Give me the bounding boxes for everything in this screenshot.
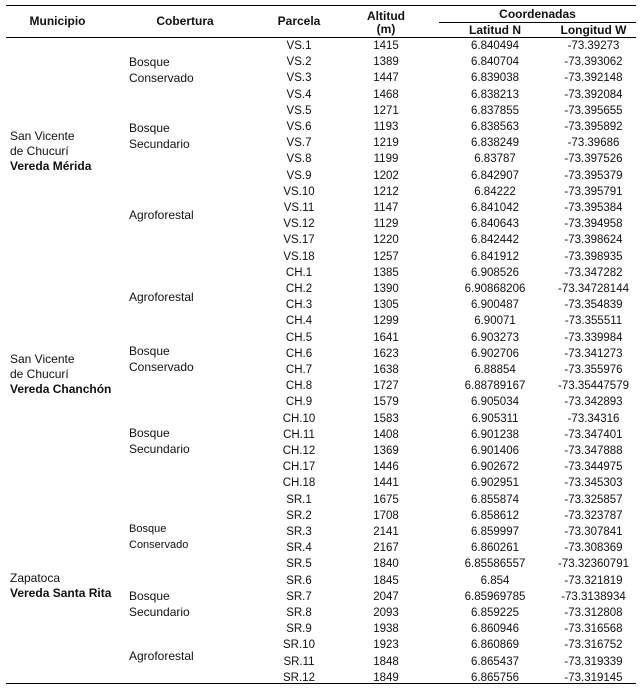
parcela-cell: SR.12 xyxy=(283,671,315,684)
altitud-cell: 1147 xyxy=(373,202,399,214)
longitud-cell: -73.319339 xyxy=(564,655,623,668)
cobertura-group xyxy=(129,648,194,664)
cobertura-group xyxy=(129,289,194,305)
cobertura-group xyxy=(129,343,194,375)
parcela-cell: SR.7 xyxy=(286,590,312,603)
altitud-cell: 2047 xyxy=(373,590,399,603)
latitud-cell: 6.838213 xyxy=(471,88,519,101)
parcela-cell: SR.8 xyxy=(286,607,312,619)
header-latitud: Latitud N xyxy=(469,23,521,37)
latitud-cell: 6.841912 xyxy=(471,250,519,263)
header-cobertura: Cobertura xyxy=(156,14,214,28)
longitud-cell: -73.395379 xyxy=(564,169,623,182)
altitud-cell: 1923 xyxy=(373,639,399,652)
longitud-cell: -73.392084 xyxy=(564,88,623,101)
latitud-cell: 6.840704 xyxy=(471,56,519,69)
cobertura-group xyxy=(129,521,188,553)
altitud-cell: 1271 xyxy=(373,104,399,117)
municipio-line1: Zapatoca xyxy=(10,571,61,585)
parcela-cell: VS.9 xyxy=(286,169,312,182)
longitud-cell: -73.347282 xyxy=(564,266,623,279)
altitud-cell: 1840 xyxy=(373,558,399,571)
parcela-cell: CH.4 xyxy=(285,315,313,328)
altitud-cell: 1579 xyxy=(373,396,399,409)
cobertura-line2: Conservado xyxy=(129,539,189,551)
longitud-cell: -73.34728144 xyxy=(558,283,629,295)
header-parcela: Parcela xyxy=(277,14,321,28)
header-altitud: Altitud xyxy=(367,9,405,23)
altitud-cell: 1447 xyxy=(373,72,399,85)
parcela-cell: SR.2 xyxy=(286,509,312,522)
latitud-cell: 6.860869 xyxy=(471,639,519,652)
latitud-cell: 6.85969785 xyxy=(464,590,526,603)
latitud-cell: 6.838249 xyxy=(471,137,519,150)
longitud-cell: -73.355976 xyxy=(564,364,623,376)
altitud-cell: 1727 xyxy=(373,380,399,393)
altitud-cell: 1849 xyxy=(373,671,399,684)
municipio-line1: San Vicente xyxy=(10,129,75,143)
parcela-cell: SR.9 xyxy=(286,623,312,636)
parcela-cell: VS.18 xyxy=(283,250,315,263)
altitud-cell: 1446 xyxy=(373,461,399,474)
latitud-cell: 6.90868206 xyxy=(464,283,526,295)
altitud-cell: 1408 xyxy=(373,428,399,441)
parcela-cell: CH.3 xyxy=(285,299,313,312)
longitud-cell: -73.39273 xyxy=(567,40,620,52)
longitud-cell: -73.316568 xyxy=(564,623,623,636)
latitud-cell: 6.901238 xyxy=(471,428,519,441)
top-rule xyxy=(6,5,636,6)
longitud-cell: -73.395655 xyxy=(564,104,623,117)
altitud-cell: 1299 xyxy=(373,315,399,328)
longitud-cell: -73.342893 xyxy=(564,396,623,409)
cobertura-group xyxy=(129,207,194,223)
cobertura-line2: Secundario xyxy=(129,442,190,456)
altitud-cell: 1623 xyxy=(373,347,399,360)
altitud-cell: 1390 xyxy=(373,283,399,295)
parcela-cell: VS.4 xyxy=(286,88,312,101)
latitud-cell: 6.837855 xyxy=(471,104,519,117)
altitud-cell: 1257 xyxy=(373,250,399,263)
altitud-cell: 1708 xyxy=(373,509,399,522)
parcela-cell: VS.5 xyxy=(286,104,312,117)
latitud-cell: 6.85586557 xyxy=(464,558,526,571)
longitud-cell: -73.354839 xyxy=(564,299,623,312)
longitud-cell: -73.395892 xyxy=(564,121,623,133)
altitud-cell: 2093 xyxy=(373,607,399,619)
parcela-cell: SR.11 xyxy=(283,655,315,668)
latitud-cell: 6.90071 xyxy=(474,315,516,328)
latitud-cell: 6.903273 xyxy=(471,331,519,344)
altitud-cell: 1845 xyxy=(373,574,399,587)
altitud-cell: 1202 xyxy=(373,169,399,182)
cobertura-line1: Bosque xyxy=(129,55,170,69)
altitud-cell: 1675 xyxy=(373,493,399,506)
longitud-cell: -73.32360791 xyxy=(558,558,629,571)
altitud-cell: 1385 xyxy=(373,266,399,279)
parcela-cell: SR.4 xyxy=(286,542,312,555)
cobertura-group xyxy=(129,588,190,620)
latitud-cell: 6.859225 xyxy=(471,607,519,619)
altitud-cell: 1220 xyxy=(373,234,399,247)
longitud-cell: -73.397526 xyxy=(564,153,623,166)
longitud-cell: -73.395791 xyxy=(564,185,623,198)
longitud-cell: -73.323787 xyxy=(564,509,623,522)
parcela-cell: VS.8 xyxy=(286,153,312,166)
parcela-cell: CH.17 xyxy=(282,461,316,474)
latitud-cell: 6.860946 xyxy=(471,623,519,636)
longitud-cell: -73.394958 xyxy=(564,218,623,231)
cobertura-line1: Bosque xyxy=(129,344,170,358)
cobertura-group xyxy=(129,425,190,457)
altitud-cell: 1199 xyxy=(373,153,399,166)
altitud-cell: 1848 xyxy=(373,655,399,668)
latitud-cell: 6.902672 xyxy=(471,461,519,474)
altitud-cell: 2167 xyxy=(373,542,399,555)
cobertura-line1: Bosque xyxy=(129,426,170,440)
header-municipio: Municipio xyxy=(29,14,86,28)
longitud-cell: -73.398935 xyxy=(564,250,623,263)
latitud-cell: 6.839038 xyxy=(471,72,519,85)
cobertura-line1: Agroforestal xyxy=(129,208,194,222)
longitud-cell: -73.35447579 xyxy=(558,380,629,393)
cobertura-line2: Secundario xyxy=(129,137,190,151)
parcela-cell: SR.3 xyxy=(286,526,312,538)
latitud-cell: 6.901406 xyxy=(471,445,519,457)
latitud-cell: 6.858612 xyxy=(471,509,519,522)
municipio-chanchon xyxy=(10,352,111,397)
altitud-cell: 2141 xyxy=(373,526,399,538)
latitud-cell: 6.840643 xyxy=(471,218,519,231)
latitud-cell: 6.84222 xyxy=(474,185,516,198)
longitud-cell: -73.34316 xyxy=(567,412,620,425)
latitud-cell: 6.838563 xyxy=(471,121,519,133)
parcela-cell: VS.2 xyxy=(286,56,312,69)
municipio-merida xyxy=(10,129,91,174)
parcela-cell: VS.1 xyxy=(286,40,312,52)
parcela-cell: CH.11 xyxy=(283,428,315,441)
altitud-cell: 1129 xyxy=(373,218,399,231)
latitud-cell: 6.905311 xyxy=(471,412,519,425)
longitud-cell: -73.39686 xyxy=(567,137,620,150)
longitud-cell: -73.321819 xyxy=(564,574,623,587)
parcela-cell: CH.10 xyxy=(282,412,316,425)
latitud-cell: 6.842442 xyxy=(471,234,519,247)
altitud-cell: 1641 xyxy=(373,331,399,344)
latitud-cell: 6.902706 xyxy=(471,347,519,360)
parcela-cell: VS.3 xyxy=(286,72,312,85)
parcela-cell: CH.1 xyxy=(285,266,313,279)
longitud-cell: -73.312808 xyxy=(564,607,623,619)
latitud-cell: 6.841042 xyxy=(471,202,519,214)
longitud-cell: -73.339984 xyxy=(564,331,623,344)
parcela-cell: CH.6 xyxy=(285,347,313,360)
altitud-cell: 1638 xyxy=(373,364,399,376)
parcela-cell: CH.12 xyxy=(282,445,316,457)
cobertura-line2: Conservado xyxy=(129,71,194,85)
longitud-cell: -73.398624 xyxy=(564,234,623,247)
municipio-line2: de Chucurí xyxy=(10,367,69,381)
parcela-cell: VS.7 xyxy=(286,137,312,150)
latitud-cell: 6.88854 xyxy=(474,364,516,376)
latitud-cell: 6.83787 xyxy=(474,153,516,166)
coordinates-table xyxy=(6,5,636,685)
municipio-vereda: Vereda Chanchón xyxy=(10,382,112,396)
altitud-cell: 1938 xyxy=(373,623,399,636)
parcela-cell: CH.7 xyxy=(285,364,313,376)
altitud-cell: 1468 xyxy=(373,88,399,101)
cobertura-line1: Bosque xyxy=(129,121,170,135)
parcela-cell: VS.17 xyxy=(283,234,315,247)
longitud-cell: -73.347401 xyxy=(564,428,623,441)
altitud-cell: 1441 xyxy=(373,477,399,490)
longitud-cell: -73.325857 xyxy=(564,493,623,506)
parcela-cell: SR.5 xyxy=(286,558,312,571)
header-altitud-unit: (m) xyxy=(376,22,396,36)
cobertura-group xyxy=(129,120,190,152)
longitud-cell: -73.393062 xyxy=(564,56,623,69)
longitud-cell: -73.392148 xyxy=(564,72,623,85)
altitud-cell: 1369 xyxy=(373,445,399,457)
altitud-cell: 1193 xyxy=(373,121,399,133)
parcela-cell: CH.9 xyxy=(285,396,313,409)
latitud-cell: 6.865756 xyxy=(471,671,519,684)
latitud-cell: 6.900487 xyxy=(471,299,519,312)
altitud-cell: 1305 xyxy=(373,299,399,312)
latitud-cell: 6.859997 xyxy=(471,526,519,538)
latitud-cell: 6.842907 xyxy=(471,169,519,182)
latitud-cell: 6.905034 xyxy=(471,396,519,409)
header-longitud: Longitud W xyxy=(560,23,627,37)
latitud-cell: 6.860261 xyxy=(471,542,519,555)
municipio-vereda: Vereda Santa Rita xyxy=(10,586,112,600)
altitud-cell: 1219 xyxy=(373,137,399,150)
longitud-cell: -73.345303 xyxy=(564,477,623,490)
altitud-cell: 1212 xyxy=(373,185,399,198)
latitud-cell: 6.865437 xyxy=(471,655,519,668)
longitud-cell: -73.347888 xyxy=(564,445,623,457)
cobertura-line1: Bosque xyxy=(129,589,170,603)
cobertura-line1: Agroforestal xyxy=(129,290,194,304)
parcela-cell: SR.6 xyxy=(286,574,312,587)
altitud-cell: 1583 xyxy=(373,412,399,425)
parcela-cell: VS.11 xyxy=(283,202,315,214)
altitud-cell: 1415 xyxy=(373,40,399,52)
longitud-cell: -73.307841 xyxy=(564,526,623,538)
parcela-cell: VS.10 xyxy=(283,185,315,198)
parcela-cell: VS.12 xyxy=(283,218,315,231)
cobertura-line2: Conservado xyxy=(129,360,194,374)
parcela-cell: CH.18 xyxy=(282,477,316,490)
longitud-cell: -73.316752 xyxy=(564,639,623,652)
latitud-cell: 6.908526 xyxy=(471,266,519,279)
municipio-line1: San Vicente xyxy=(10,352,75,366)
latitud-cell: 6.840494 xyxy=(471,40,519,52)
altitud-cell: 1389 xyxy=(373,56,399,69)
parcela-cell: SR.10 xyxy=(283,639,315,652)
latitud-cell: 6.854 xyxy=(480,574,510,587)
parcela-cell: SR.1 xyxy=(286,493,312,506)
latitud-cell: 6.902951 xyxy=(471,477,519,490)
longitud-cell: -73.319145 xyxy=(564,671,623,684)
longitud-cell: -73.3138934 xyxy=(561,590,626,603)
parcela-cell: CH.8 xyxy=(285,380,313,393)
header-coordenadas: Coordenadas xyxy=(499,7,576,21)
latitud-cell: 6.88789167 xyxy=(464,380,526,393)
longitud-cell: -73.355511 xyxy=(564,315,623,328)
municipio-santa-rita xyxy=(10,571,111,601)
longitud-cell: -73.344975 xyxy=(564,461,623,474)
latitud-cell: 6.855874 xyxy=(471,493,519,506)
longitud-cell: -73.395384 xyxy=(564,202,623,214)
cobertura-line1: Agroforestal xyxy=(129,649,194,663)
longitud-cell: -73.308369 xyxy=(564,542,623,555)
parcela-cell: CH.5 xyxy=(285,331,313,344)
cobertura-line2: Secundario xyxy=(129,605,190,619)
municipio-line2: de Chucurí xyxy=(10,144,69,158)
cobertura-line1: Bosque xyxy=(129,523,167,535)
municipio-vereda: Vereda Mérida xyxy=(10,159,92,173)
parcela-cell: VS.6 xyxy=(286,121,312,133)
longitud-cell: -73.341273 xyxy=(564,347,623,360)
parcela-cell: CH.2 xyxy=(285,283,313,295)
cobertura-group xyxy=(129,54,194,86)
